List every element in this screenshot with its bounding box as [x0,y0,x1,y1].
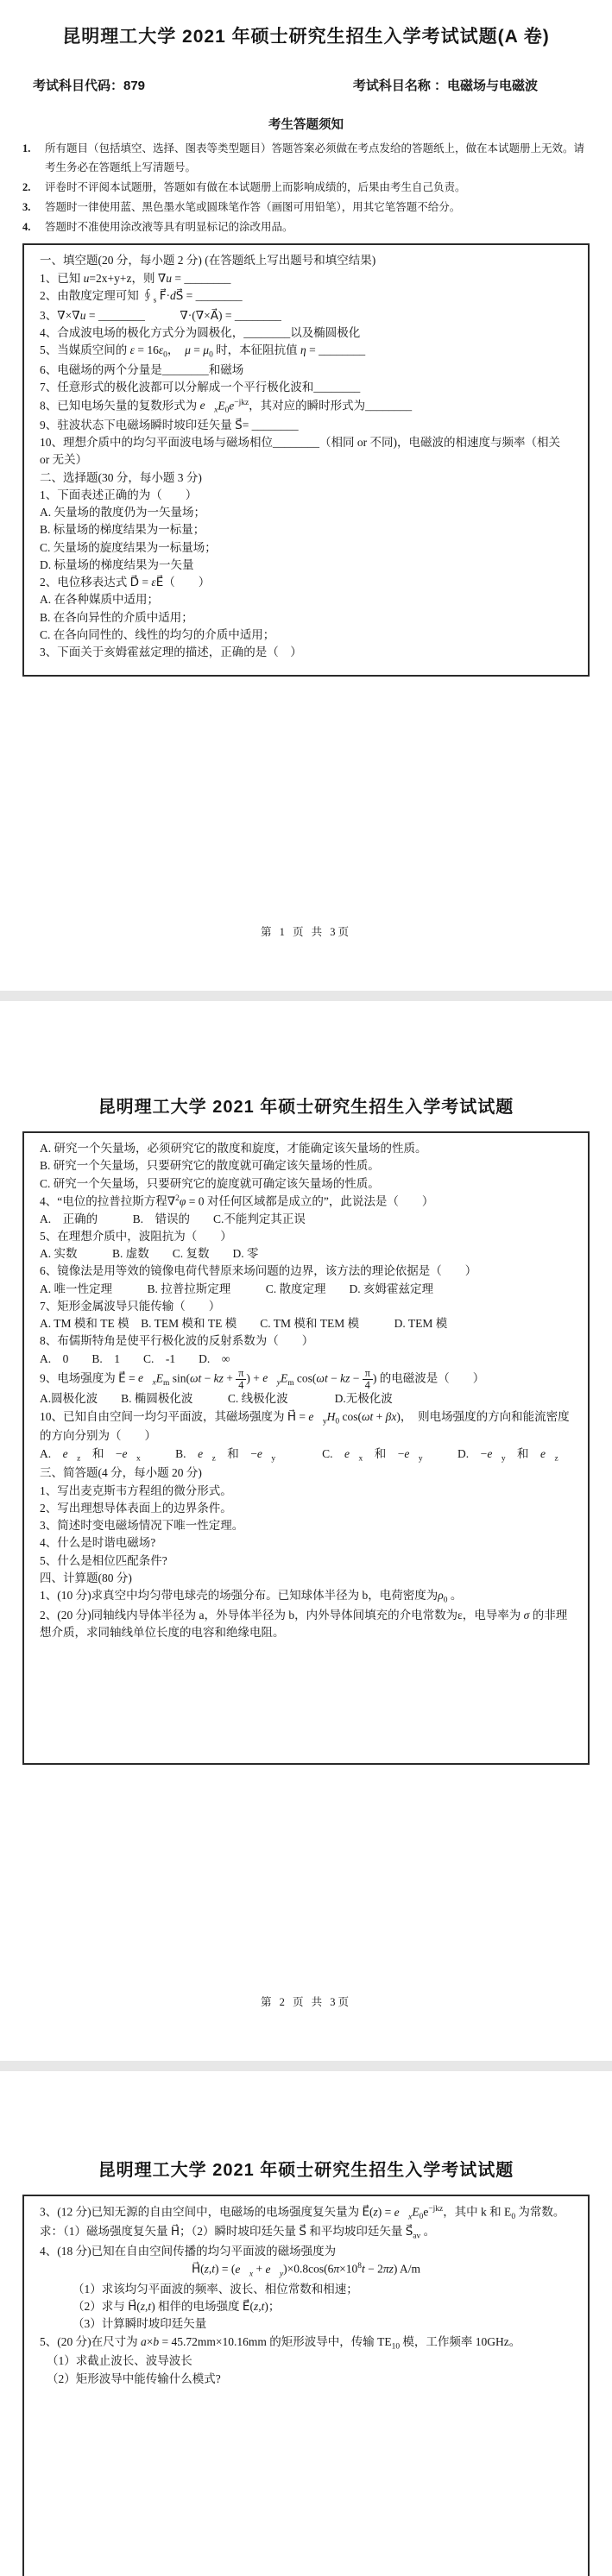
choice-q5-opts: A. 实数 B. 虚数 C. 复数 D. 零 [40,1247,259,1260]
notice-text: 答题时不准使用涂改液等具有明显标记的涂改用品。 [45,220,293,233]
notice-number: 4. [22,220,31,233]
choice-q7: 7、矩形金属波导只能传输（ ） [40,1299,221,1313]
calc-q4-sub2: （2）求与 H⃗(z,t) 相伴的电场强度 E⃗(z,t)； [73,2300,281,2314]
fill-q9: 9、驻波状态下电磁场瞬时坡印廷矢量 S⃗= ________ [40,418,299,431]
fill-q1: 1、已知 u=2x+y+z，则 ∇u = ________ [40,271,231,285]
page-title: 昆明理工大学 2021 年硕士研究生招生入学考试试题(A 卷) [62,27,550,47]
notice-number: 2. [22,180,31,193]
choice-q2: 2、电位移表达式 D⃗ = εE⃗（ ） [40,576,211,589]
calc-q4-sub3: （3）计算瞬时坡印廷矢量 [73,2317,207,2331]
notice-item [22,218,590,237]
calc-q4-sub1: （1）求该均匀平面波的频率、波长、相位常数和相速； [73,2282,358,2296]
calc-q1: 1、(10 分)求真空中均匀带电球壳的场强分布。已知球体半径为 b，电荷密度为$\rho_0$ 。 [40,1589,463,1605]
choice-q1-opt-a: A. 矢量场的散度仍为一矢量场； [40,506,205,520]
notice-list [22,140,590,236]
fill-q8: 8、已知电场矢量的复数形式为 $e⃗_xE_0e^{-jkz}$，其对应的瞬时形式为________ [40,398,413,415]
choice-q6-opts: A. 唯一性定理 B. 拉普拉斯定理 C. 散度定理 D. 亥姆霍兹定理 [40,1282,434,1295]
choice-q8-opts: A. 0 B. 1 C. -1 D. ∞ [40,1351,230,1365]
page-title: 昆明理工大学 2021 年硕士研究生招生入学考试试题 [98,1098,514,1117]
calc-q4-formula: H⃗(z,t) = ($e⃗_x$ + $e⃗_y)\times 0.8\cos(6\pi\times 10^8t - 2\pi z)$ A/m [191,2262,421,2279]
choice-q1: 1、下面表述正确的为（ ） [40,488,198,501]
page-separator [0,991,612,1001]
notice-item [22,140,590,178]
subject-code: 考试科目代码：879 [33,79,146,93]
fill-q4: 4、合成波电场的极化方式分为圆极化，________以及椭圆极化 [40,325,361,339]
choice-q5: 5、在理想介质中，波阻抗为（ ） [40,1229,232,1243]
subject-name: 考试科目名称 ：电磁场与电磁波 [352,79,538,93]
question-box-page2 [22,1131,590,1765]
page-footer: 第 1 页 共 3页 [260,926,351,938]
calc-q5-sub1: （1）求截止波长、波导波长 [47,2354,192,2368]
choice-q3-opt-b: B. 研究一个矢量场，只要研究它的散度就可确定该矢量场的性质。 [40,1159,380,1173]
notice-number: 3. [22,200,31,213]
choice-q1-opt-d: D. 标量场的梯度结果为一矢量 [40,557,194,571]
fill-q5: 5、当媒质空间的 $\varepsilon = 16\varepsilon_0$， $\mu = \mu_0$ 时，本征阻抗值 η = ________ [40,343,366,360]
page-footer: 第 2 页 共 3页 [260,1996,351,2008]
short-q2: 2、写出理想导体表面上的边界条件。 [40,1501,232,1515]
notice-number: 1. [22,142,31,154]
choice-q6: 6、镜像法是用等效的镜像电荷代替原来场问题的边界，该方法的理论依据是（ ） [40,1264,477,1278]
subject-row [22,76,590,94]
choice-q2-opt-c: C. 在各向同性的、线性的均匀的介质中适用； [40,627,275,641]
exam-page-3 [0,2071,612,2576]
choice-q10: 10、已知自由空间一均匀平面波，其磁场强度为 H⃗ = $e⃗_yH_0$ cos(ωt + βx)， 则电场强度的方向和能流密度的方向分别为（ ） [40,1409,570,1443]
short-q1: 1、写出麦克斯韦方程组的微分形式。 [40,1483,232,1497]
calc-q4-intro: 4、(18 分)已知在自由空间传播的均匀平面波的磁场强度为 [40,2245,337,2258]
choice-q3: 3、下面关于亥姆霍兹定理的描述，正确的是（ ） [40,646,302,659]
exam-page-2 [0,1001,612,2061]
calc-section-title: 四、计算题(80 分) [40,1571,132,1584]
page-separator [0,2061,612,2071]
fill-q6: 6、电磁场的两个分量是________和磁场 [40,363,244,377]
choice-q1-opt-c: C. 矢量场的旋度结果为一标量场； [40,540,217,554]
notice-text: 所有题目（包括填空、选择、图表等类型题目）答题答案必须做在考点发给的答题纸上，做在本试题册上无效。请考生务必在答题纸上写清题号。 [45,142,585,173]
notice-item [22,179,590,198]
calc-q5-intro: 5、(20 分)在尺寸为 a×b = 45.72mm×10.16mm 的矩形波导中，传输 $TE_{10}$ 模，工作频率 10GHz。 [40,2334,521,2352]
question-box-page1 [22,243,590,677]
notice-text: 答题时一律使用蓝、黑色墨水笔或圆珠笔作答（画图可用铅笔），用其它笔答题不给分。 [45,200,461,213]
short-answer-section-title: 三、简答题(4 分，每小题 20 分) [40,1466,202,1480]
calc-q5-sub2: （2）矩形波导中能传输什么模式? [47,2371,221,2385]
notice-title: 考生答题须知 [268,118,344,132]
fill-q10: 10、理想介质中的均匀平面波电场与磁场相位________（相同 or 不同)，电磁波的相速度与频率（相关 or 无关） [40,436,560,467]
choice-q3-opt-a: A. 研究一个矢量场，必须研究它的散度和旋度，才能确定该矢量场的性质。 [40,1142,427,1155]
choice-section-title: 二、选择题(30 分，每小题 3 分) [40,470,202,484]
choice-q7-opts: A. TM 模和 TE 模 B. TEM 模和 TE 模 C. TM 模和 TEM 模 D. TEM 模 [40,1317,448,1330]
calc-q3: 3、(12 分)已知无源的自由空间中，电磁场的电场强度复矢量为 E⃗(z) = $e⃗_xE_0e^{-jkz}$，其中 k 和 $E_0$ 为常数。求：（1）磁场强度复矢量 H⃗；（2）瞬时坡印廷矢量 S⃗ 和平均坡印廷矢量 $S⃗_{av}$ 。 [40,2205,565,2242]
choice-q2-opt-a: A. 在各种媒质中适用； [40,593,159,607]
choice-q3-opt-c: C. 研究一个矢量场，只要研究它的旋度就可确定该矢量场的性质。 [40,1176,380,1190]
choice-q4-opts: A. 正确的 B. 错误的 C.不能判定其正误 [40,1212,306,1225]
notice-text: 评卷时不评阅本试题册，答题如有做在本试题册上而影响成绩的，后果由考生自己负责。 [45,180,466,193]
short-q4: 4、什么是时谐电磁场? [40,1536,156,1550]
exam-page-1 [0,0,612,991]
question-box-page3 [22,2195,590,2576]
choice-q8: 8、布儒斯特角是使平行极化波的反射系数为（ ） [40,1334,314,1348]
short-q5: 5、什么是相位匹配条件? [40,1553,167,1567]
fill-q3: 3、∇×∇u = ________ ∇·(∇×A⃗) = ________ [40,308,281,322]
notice-item [22,198,590,217]
fill-q7: 7、任意形式的极化波都可以分解成一个平行极化波和________ [40,381,361,394]
choice-q1-opt-b: B. 标量场的梯度结果为一标量； [40,523,205,537]
choice-q2-opt-b: B. 在各向异性的介质中适用； [40,610,193,624]
calc-q2: 2、(20 分)同轴线内导体半径为 a，外导体半径为 b，内外导体间填充的介电常数为ε，电导率为 σ 的非理想介质，求同轴线单位长度的电容和绝缘电阻。 [40,1609,568,1640]
choice-q10-opts: A. $e⃗_z$ 和 $-e⃗_x$ B. $e⃗_z$ 和 $-e⃗_y$ C. $e⃗_x$ 和 $-e⃗_y$ D. $-e⃗_y$ 和 $e⃗_z$ [40,1446,558,1464]
page-title: 昆明理工大学 2021 年硕士研究生招生入学考试试题 [98,2161,514,2180]
choice-q9: 9、电场强度为 E⃗ = $e⃗_xE_m$ sin(ωt − kz + $\frac{\pi}{4}$ ) + $e⃗_yE_m$ cos(ωt − kz − $\frac{\pi}{4}$ ) 的电磁波是（ ） [40,1366,485,1391]
choice-q4: 4、“电位的拉普拉斯方程∇$^2$φ = 0 对任何区域都是成立的”，此说法是（ ） [40,1194,434,1208]
fill-section-title: 一、填空题(20 分，每小题 2 分) (在答题纸上写出题号和填空结果) [40,254,376,268]
short-q3: 3、简述时变电磁场情况下唯一性定理。 [40,1519,244,1533]
fill-q2: 2、由散度定理可知 $∮_s$ F⃗·dS⃗ = ________ [40,288,243,305]
choice-q9-opts: A.圆极化波 B. 椭圆极化波 C. 线极化波 D.无极化波 [40,1392,393,1406]
